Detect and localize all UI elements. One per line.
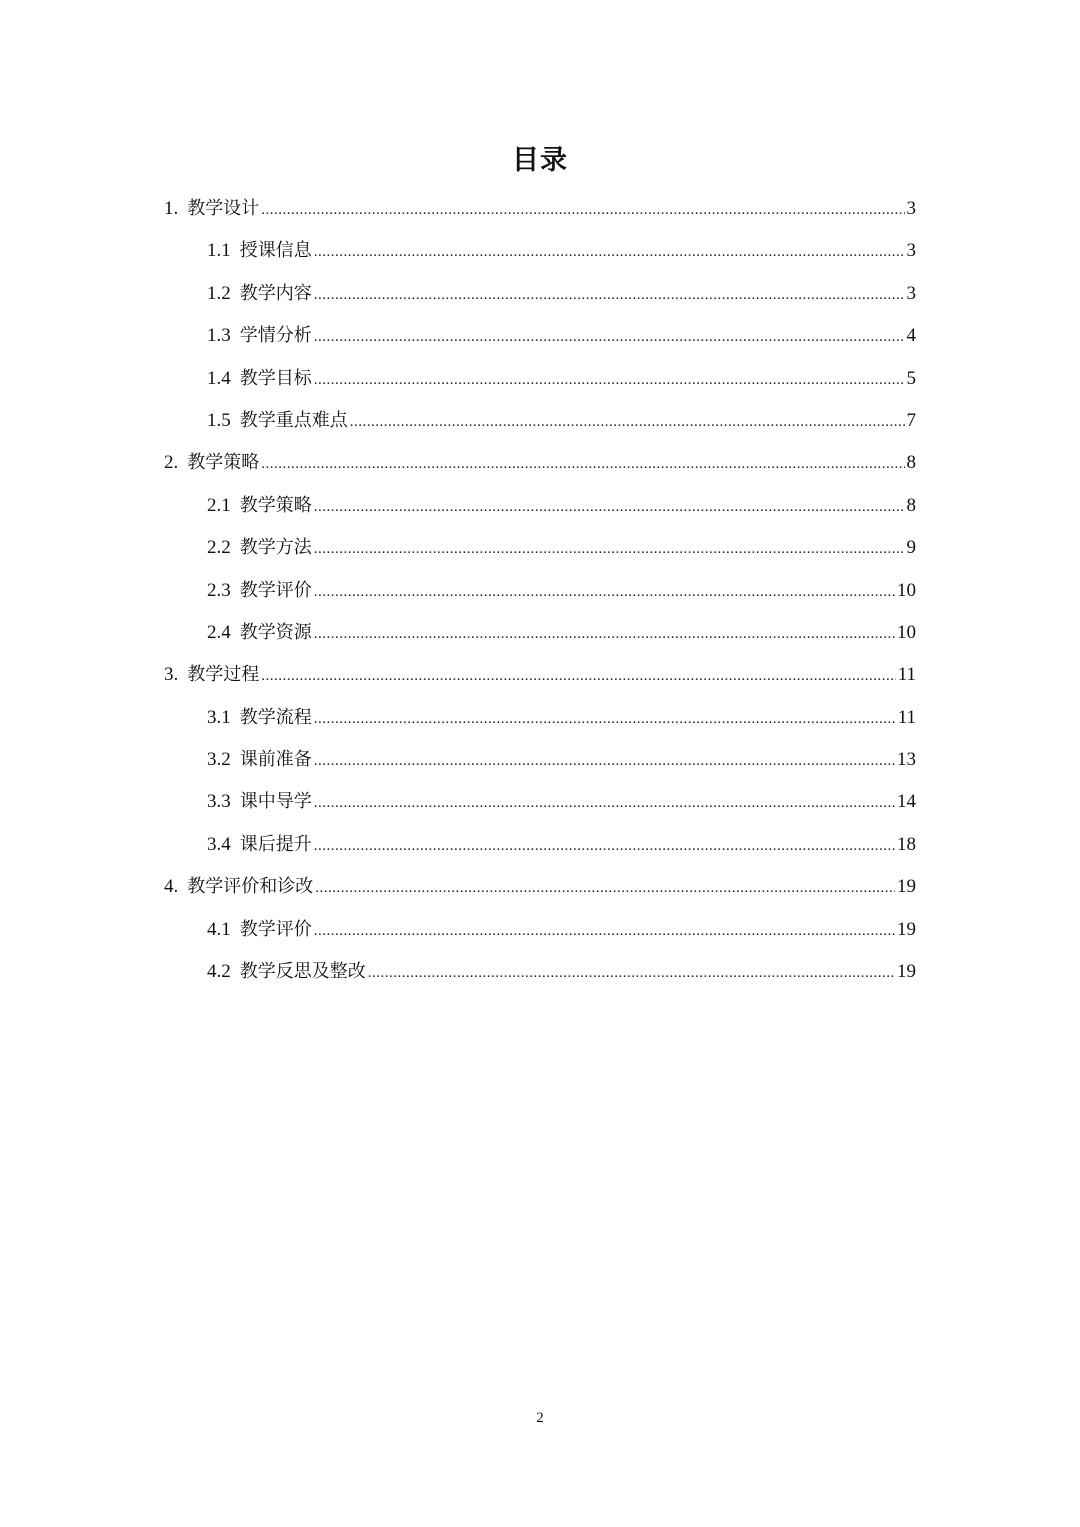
- toc-entry-number: 2.3: [207, 579, 231, 601]
- toc-entry-number: 3.2: [207, 749, 231, 771]
- toc-entry[interactable]: [164, 485, 916, 527]
- toc-dot-leader: [314, 825, 895, 867]
- toc-entry[interactable]: [164, 824, 916, 866]
- toc-dot-leader: [314, 316, 905, 358]
- toc-entry-page: 10: [897, 579, 916, 601]
- toc-dot-leader: [314, 740, 895, 782]
- toc-entry-number: 1.3: [207, 325, 231, 347]
- toc-entry-number: 4.: [164, 876, 179, 898]
- toc-entry-page: 9: [906, 537, 916, 559]
- toc-dot-leader: [261, 189, 904, 231]
- toc-entry-page: 7: [906, 409, 916, 431]
- toc-dot-leader: [314, 613, 895, 655]
- toc-dot-leader: [314, 910, 895, 952]
- toc-dot-leader: [314, 698, 896, 740]
- toc-entry-number: 1.: [164, 198, 179, 219]
- toc-entry[interactable]: [164, 358, 916, 400]
- toc-entry-number: 2.4: [207, 621, 231, 643]
- toc-entry-number: 3.: [164, 664, 179, 686]
- toc-entry[interactable]: [164, 866, 916, 908]
- toc-entry-number: 2.1: [207, 494, 231, 516]
- toc-entry[interactable]: [164, 400, 916, 442]
- toc-entry[interactable]: [164, 951, 916, 993]
- toc-dot-leader: [261, 655, 895, 697]
- toc-entry-number: 1.4: [207, 367, 231, 389]
- toc-entry-title: 教学评价: [239, 579, 312, 601]
- toc-entry-page: 5: [906, 367, 916, 389]
- toc-dot-leader: [314, 274, 905, 316]
- toc-entry-title: 教学设计: [187, 198, 260, 219]
- toc-entry-title: 课中导学: [239, 791, 312, 813]
- toc-entry-title: 教学过程: [187, 664, 260, 686]
- page-number: 2: [536, 1410, 544, 1426]
- toc-dot-leader: [368, 952, 895, 994]
- table-of-contents: [164, 188, 916, 993]
- toc-title: 目录: [512, 145, 568, 176]
- toc-entry[interactable]: [164, 909, 916, 951]
- toc-dot-leader: [314, 231, 905, 273]
- toc-entry-page: 8: [906, 494, 916, 516]
- toc-dot-leader: [314, 782, 895, 824]
- toc-entry[interactable]: [164, 230, 916, 272]
- toc-entry-page: 8: [906, 452, 916, 474]
- toc-entry[interactable]: [164, 697, 916, 739]
- toc-entry-title: 教学评价和诊改: [187, 876, 314, 898]
- toc-entry-number: 2.2: [207, 537, 231, 559]
- toc-entry-page: 19: [897, 876, 916, 898]
- toc-entry-page: 19: [897, 918, 916, 940]
- toc-entry-page: 13: [897, 749, 916, 771]
- toc-dot-leader: [261, 443, 904, 485]
- toc-entry-title: 教学目标: [239, 367, 312, 389]
- toc-entry-number: 4.1: [207, 918, 231, 940]
- toc-entry[interactable]: [164, 315, 916, 357]
- toc-entry-number: 2.: [164, 452, 179, 474]
- toc-entry[interactable]: [164, 188, 916, 230]
- toc-entry-page: 14: [897, 791, 916, 813]
- toc-entry-number: 3.3: [207, 791, 231, 813]
- toc-dot-leader: [350, 401, 905, 443]
- toc-entry-title: 课后提升: [239, 833, 312, 855]
- toc-entry-title: 课前准备: [239, 749, 312, 771]
- toc-entry-title: 教学策略: [239, 494, 312, 516]
- toc-entry-title: 学情分析: [239, 325, 312, 347]
- toc-entry-page: 4: [906, 325, 916, 347]
- toc-dot-leader: [314, 571, 895, 613]
- toc-dot-leader: [315, 867, 895, 909]
- toc-entry-number: 3.4: [207, 833, 231, 855]
- toc-entry-page: 3: [906, 282, 916, 304]
- toc-entry-page: 11: [897, 706, 916, 728]
- toc-entry[interactable]: [164, 442, 916, 484]
- toc-dot-leader: [314, 359, 905, 401]
- toc-entry-number: 1.2: [207, 282, 231, 304]
- toc-entry-page: 19: [897, 961, 916, 983]
- toc-entry-title: 教学策略: [187, 452, 260, 474]
- toc-dot-leader: [314, 486, 905, 528]
- toc-entry-number: 4.2: [207, 961, 231, 983]
- toc-entry[interactable]: [164, 570, 916, 612]
- toc-entry[interactable]: [164, 273, 916, 315]
- toc-entry-title: 教学流程: [239, 706, 312, 728]
- toc-entry-title: 教学评价: [239, 918, 312, 940]
- toc-entry-number: 3.1: [207, 706, 231, 728]
- toc-entry-title: 授课信息: [239, 240, 312, 262]
- toc-entry-page: 10: [897, 621, 916, 643]
- toc-entry-page: 18: [897, 833, 916, 855]
- toc-entry-number: 1.1: [207, 240, 231, 262]
- toc-entry[interactable]: [164, 527, 916, 569]
- toc-entry[interactable]: [164, 739, 916, 781]
- toc-entry-title: 教学方法: [239, 537, 312, 559]
- toc-entry-title: 教学内容: [239, 282, 312, 304]
- toc-entry-title: 教学反思及整改: [239, 961, 366, 983]
- toc-entry[interactable]: [164, 781, 916, 823]
- toc-entry[interactable]: [164, 654, 916, 696]
- toc-entry[interactable]: [164, 612, 916, 654]
- toc-dot-leader: [314, 528, 905, 570]
- toc-entry-title: 教学资源: [239, 621, 312, 643]
- toc-entry-page: 11: [897, 664, 916, 686]
- toc-entry-page: 3: [906, 198, 916, 219]
- toc-entry-page: 3: [906, 240, 916, 262]
- toc-entry-title: 教学重点难点: [239, 409, 348, 431]
- toc-entry-number: 1.5: [207, 409, 231, 431]
